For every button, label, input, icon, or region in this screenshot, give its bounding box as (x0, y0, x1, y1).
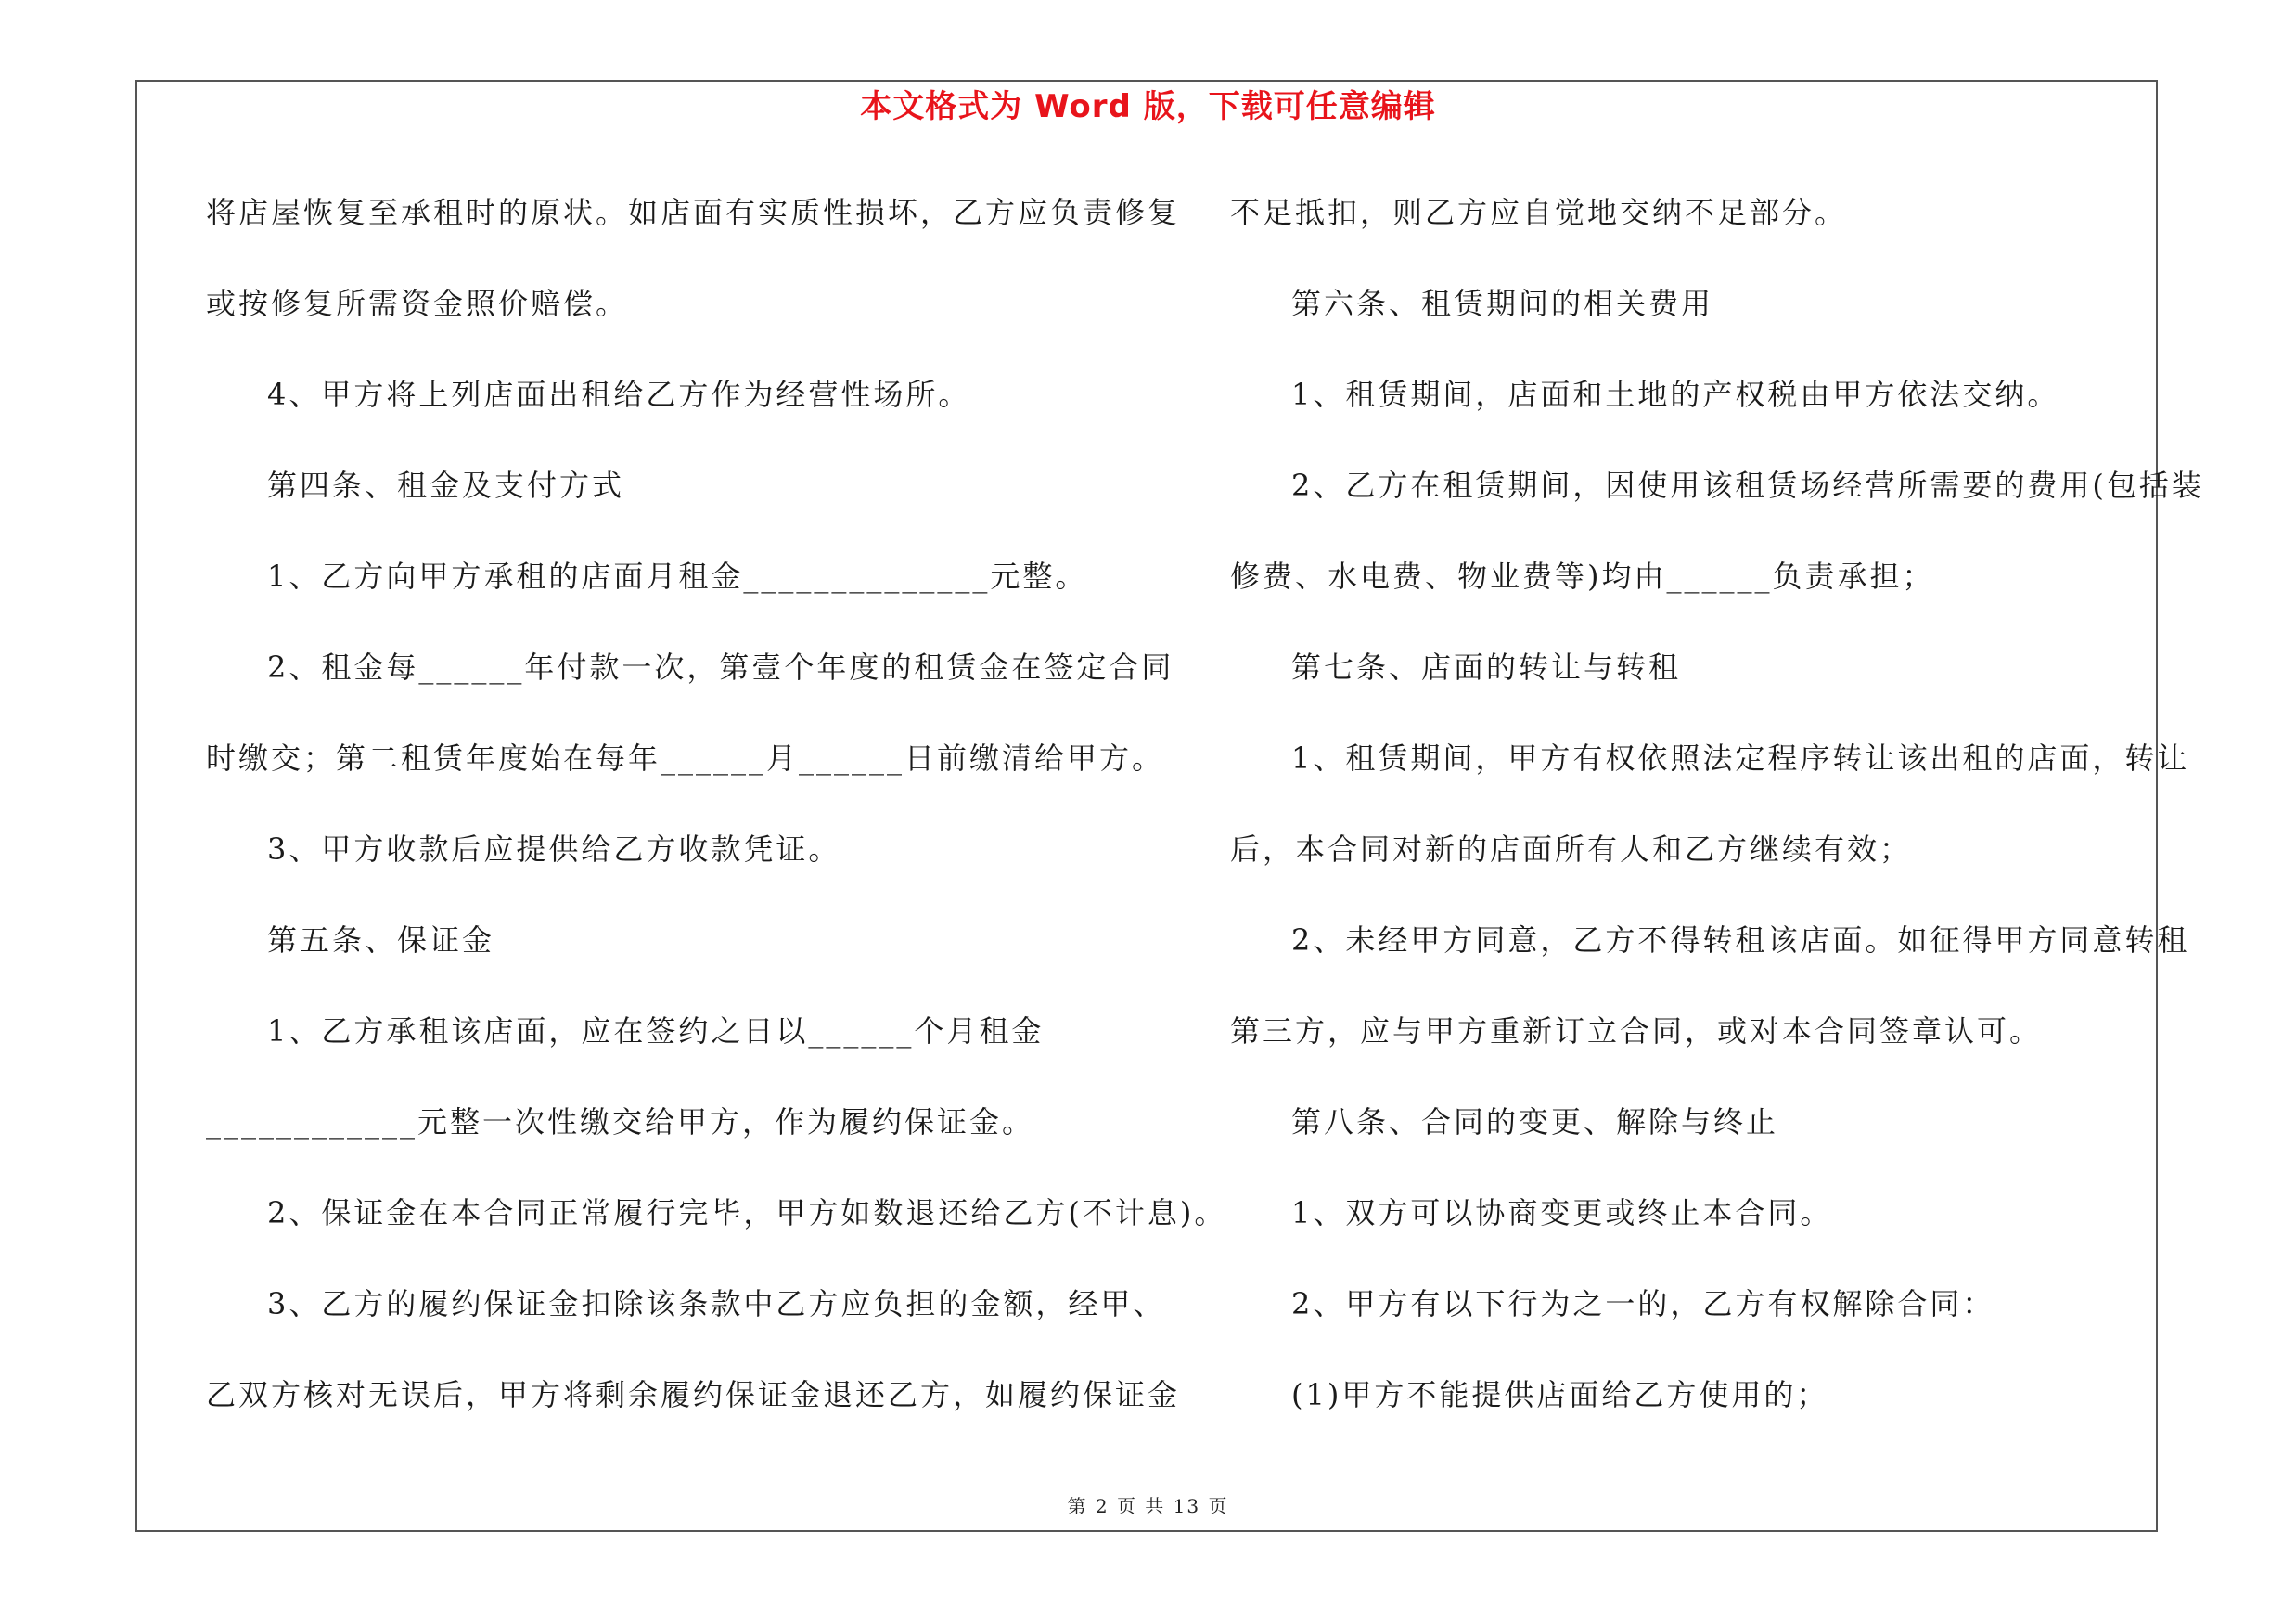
left-line: 时缴交；第二租赁年度始在每年______月______日前缴清给甲方。 (206, 741, 1165, 776)
page-number-footer: 第 2 页 共 13 页 (1067, 1495, 1229, 1517)
right-line: 后，本合同对新的店面所有人和乙方继续有效； (1230, 831, 1913, 867)
right-line: 修费、水电费、物业费等)均由______负责承担； (1230, 559, 1935, 594)
left-line: 将店屋恢复至承租时的原状。如店面有实质性损坏，乙方应负责修复 (206, 195, 1181, 230)
left-line: 2、租金每______年付款一次，第壹个年度的租赁金在签定合同 (267, 650, 1174, 685)
left-line: 3、乙方的履约保证金扣除该条款中乙方应负担的金额，经甲、 (267, 1286, 1166, 1321)
right-line: 第三方，应与甲方重新订立合同，或对本合同签章认可。 (1230, 1013, 2043, 1049)
left-line: 1、乙方承租该店面，应在签约之日以______个月租金 (267, 1013, 1045, 1049)
right-line: 2、未经甲方同意，乙方不得转租该店面。如征得甲方同意转租 (1291, 922, 2190, 958)
section-heading: 第五条、保证金 (267, 922, 495, 958)
right-line: 不足抵扣，则乙方应自觉地交纳不足部分。 (1230, 195, 1848, 230)
left-line: ____________元整一次性缴交给甲方，作为履约保证金。 (206, 1104, 1035, 1140)
word-format-banner: 本文格式为 Word 版，下载可任意编辑 (860, 88, 1436, 125)
left-line: 1、乙方向甲方承租的店面月租金______________元整。 (267, 559, 1088, 594)
right-line: 1、双方可以协商变更或终止本合同。 (1291, 1195, 1833, 1230)
right-line: 2、乙方在租赁期间，因使用该租赁场经营所需要的费用(包括装 (1291, 468, 2204, 503)
section-heading: 第七条、店面的转让与转租 (1291, 650, 1682, 685)
section-heading: 第八条、合同的变更、解除与终止 (1291, 1104, 1779, 1140)
right-line: 2、甲方有以下行为之一的，乙方有权解除合同： (1291, 1286, 1995, 1321)
section-heading: 第六条、租赁期间的相关费用 (1291, 286, 1714, 321)
left-line: 或按修复所需资金照价赔偿。 (206, 286, 629, 321)
left-line: 2、保证金在本合同正常履行完毕，甲方如数退还给乙方(不计息)。 (267, 1195, 1227, 1230)
right-line: 1、租赁期间，店面和土地的产权税由甲方依法交纳。 (1291, 377, 2060, 412)
right-text-column (1230, 189, 2204, 1462)
left-line: 3、甲方收款后应提供给乙方收款凭证。 (267, 831, 841, 867)
right-line: (1)甲方不能提供店面给乙方使用的； (1291, 1377, 1829, 1412)
right-line: 1、租赁期间，甲方有权依照法定程序转让该出租的店面，转让 (1291, 741, 2190, 776)
left-line: 乙双方核对无误后，甲方将剩余履约保证金退还乙方，如履约保证金 (206, 1377, 1181, 1412)
section-heading: 第四条、租金及支付方式 (267, 468, 625, 503)
left-text-column (206, 189, 1227, 1462)
left-line: 4、甲方将上列店面出租给乙方作为经营性场所。 (267, 377, 971, 412)
